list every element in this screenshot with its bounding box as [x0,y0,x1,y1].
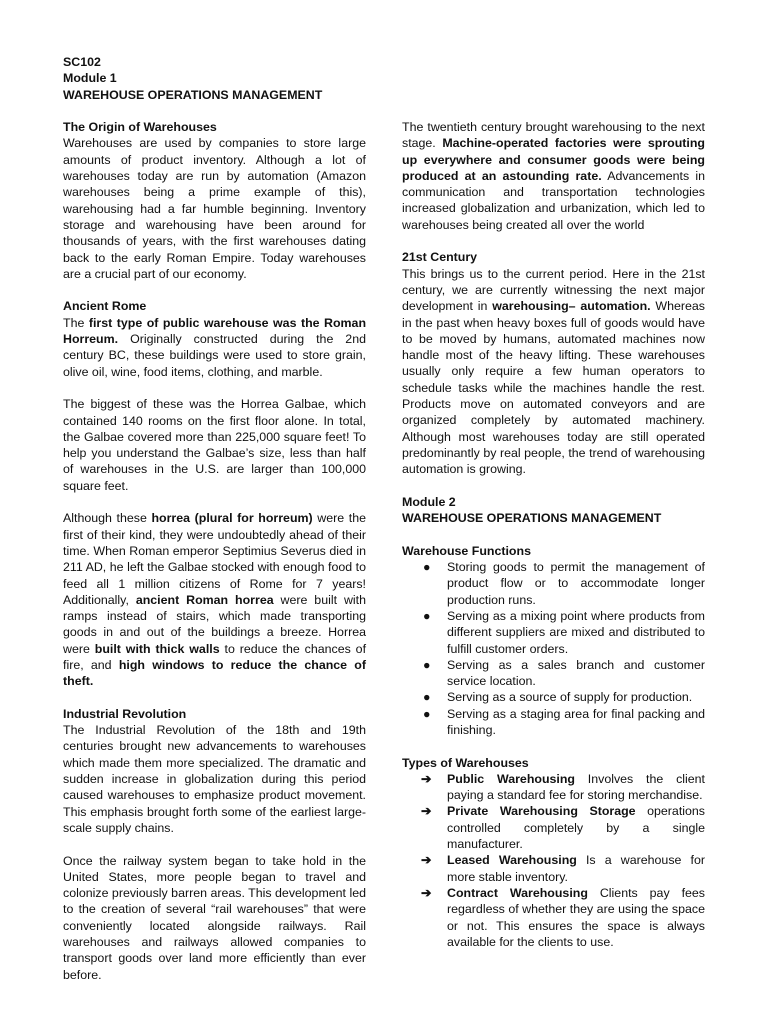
century21-paragraph: This brings us to the current period. Here in the 21st century, we are currently witnessing the next major development in warehousing– automation. Whereas in the past when heavy boxes full of goods would have to be moved by humans, automated machines now handle most of the heavy lifting. These warehouses usually only require a few human operators to schedule tasks while the machines handle the rest. Products move on automated conveyors and are organized completely by automated machinery. Although most warehouses today are still operated predominantly by real people, the trend of warehousing automation is growing. [402,266,705,477]
course-code: SC102 [63,55,101,69]
rome-paragraph-1: The first type of public warehouse was the Roman Horreum. Originally constructed during the 2nd century BC, these buildings were used to store grain, olive oil, wine, food items, clothing, and marble. [63,315,367,379]
left-column [63,54,366,983]
rome-paragraph-3: Although these horrea (plural for horreum) were the first of their kind, they were undoubtedly ahead of their time. When Roman emperor Septimius Severus died in 211 AD, he left the Galbae stocked with enough food to feed all 1 million citizens of Rome for 7 years! Additionally, ancient Roman horrea were built with ramps instead of stairs, which made transporting goods in and out of the buildings a breeze. Horrea were built with thick walls to reduce the chances of fire, and high windows to reduce the chance of theft. [63,511,367,689]
origin-heading: The Origin of Warehouses [63,120,217,135]
arrow-right-icon: ➔ [421,771,432,786]
industrial-paragraph-1: The Industrial Revolution of the 18th and 19th centuries brought new advancements to warehouses which made them more specialized. The dramatic and sudden increase in globalization during this period caused warehouses to emphasize product movement. This emphasis brought forth some of the earliest large-scale supply chains. [63,723,366,835]
module2-label: Module 2 [402,494,456,509]
list-item: ● Storing goods to permit the management of product flow or to accommodate longer production runs. [423,560,705,607]
document-header [63,54,366,103]
functions-list [402,559,705,738]
arrow-right-icon: ➔ [421,853,432,868]
bullet-icon: ● [423,608,431,623]
types-heading: Types of Warehouses [402,755,529,770]
twentieth-century-paragraph: The twentieth century brought warehousing to the next stage. Machine-operated factories were sprouting up everywhere and consumer goods were being produced at an astounding rate. Advancements in communication and transportation technologies increased globalization and urbanization, which led to warehouses being created all over the world [402,120,706,232]
bullet-icon: ● [423,706,431,721]
rome-paragraph-2: The biggest of these was the Horrea Galbae, which contained 140 rooms on the first floor alone. In total, the Galbae covered more than 225,000 square feet! To help you understand the Galbae’s size, less than half of warehouses in the U.S. are larger than 100,000 square feet. [63,397,366,493]
bullet-icon: ● [423,690,431,705]
list-item: ➔ Private Warehousing Storage operations controlled completely by a single manufacturer. [421,804,705,852]
bullet-icon: ● [423,560,431,575]
list-item: ➔ Contract Warehousing Clients pay fees regardless of whether they are using the space or not. This ensures the space is always available for the clients to use. [421,885,705,949]
right-column [402,119,705,950]
arrow-right-icon: ➔ [421,885,432,900]
module-label: Module 1 [63,71,117,86]
types-list [402,771,705,950]
origin-paragraph: Warehouses are used by companies to store large amounts of product inventory. Although a lot of warehouses today are run by automation (Amazon warehouses being a prime example of this), warehousing had a far humble beginning. Inventory storage and warehousing have been around for thousands of years, with the first warehouses dating back to the early Roman Empire. Today warehouses are a crucial part of our economy. [63,136,366,281]
module-title: WAREHOUSE OPERATIONS MANAGEMENT [63,87,323,102]
list-item: ● Serving as a sales branch and customer service location. [423,657,705,689]
list-item: ● Serving as a source of supply for production. [423,690,693,705]
arrow-right-icon: ➔ [421,804,432,819]
industrial-paragraph-2: Once the railway system began to take hold in the United States, more people began to travel and colonize previously barren areas. This development led to the creation of several “rail warehouses” that were conveniently located alongside railways. Rail warehouses and railways allowed companies to transport goods over land more efficiently than ever before. [63,853,366,982]
list-item: ➔ Leased Warehousing Is a warehouse for more stable inventory. [421,853,705,884]
list-item: ● Serving as a staging area for final packing and finishing. [423,706,705,737]
functions-heading: Warehouse Functions [402,543,531,558]
century21-heading: 21st Century [402,250,478,265]
bullet-icon: ● [423,657,431,672]
list-item: ➔ Public Warehousing Involves the client paying a standard fee for storing merchandise. [421,771,705,803]
list-item: ● Serving as a mixing point where products from different suppliers are mixed and distributed to fulfill customer orders. [423,608,705,656]
module2-title: WAREHOUSE OPERATIONS MANAGEMENT [402,511,662,526]
rome-heading: Ancient Rome [63,299,147,314]
industrial-heading: Industrial Revolution [63,706,187,721]
